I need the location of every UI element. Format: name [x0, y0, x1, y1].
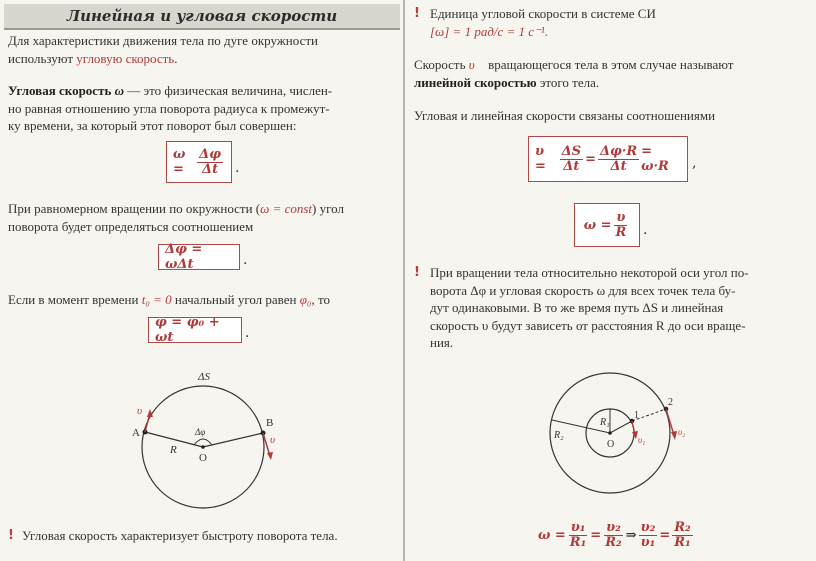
formula1-dot: .: [235, 160, 240, 176]
intro-term: угловую скорость: [76, 50, 175, 66]
angle-arc: [194, 439, 212, 445]
definition-symbol: ω: [114, 83, 124, 98]
axis-line-2: ворота Δφ и угловая скорость ω для всех точек тела бу-: [430, 282, 736, 298]
intro-line-1: Для характеристики движения тела по дуге окружности: [8, 33, 318, 48]
formula4-frac1: [560, 145, 583, 174]
uniform-paragraph: [8, 200, 402, 235]
arc-label: ΔS: [198, 371, 210, 383]
axis-exclamation: !: [414, 265, 420, 280]
formula6-eq2: =: [659, 527, 671, 543]
formula-ratio-chain: [538, 514, 695, 556]
formula1-num: Δφ: [199, 146, 221, 162]
moment-paragraph: [8, 291, 402, 309]
formula6-a-den: R₁: [569, 534, 587, 550]
formula5-lhs: ω =: [583, 217, 612, 233]
velocity-2-arrowhead: [671, 431, 677, 440]
linear-v-symbol: υ⃗: [468, 57, 485, 72]
formula6-c-num: υ₂: [640, 519, 656, 535]
formula4-f1-den: Δt: [563, 158, 580, 174]
right-column: [406, 0, 816, 561]
formula6-lhs: ω =: [538, 527, 566, 543]
formula5-den: R: [615, 224, 627, 240]
definition-line-3: ку времени, за который этот поворот был совершен:: [8, 118, 297, 133]
velocity-b-label: υ⃗: [270, 434, 284, 446]
formula6-frac-c: [639, 521, 658, 550]
intro-line-2-prefix: используют: [8, 50, 77, 66]
formula4-f1-num: ΔS: [561, 143, 582, 159]
point-a-label: A: [132, 427, 140, 439]
point-1-label: 1: [634, 410, 639, 421]
formula6-frac-d: [672, 521, 693, 550]
formula2-dot: .: [243, 252, 248, 268]
moment-phi0: φ₀: [299, 292, 312, 307]
radius-label: R: [170, 444, 177, 456]
section-title-bar: [4, 4, 400, 30]
column-divider: [403, 0, 405, 561]
formula1-den: Δt: [202, 161, 219, 177]
formula6-frac-b: [603, 521, 624, 550]
formula1-fraction: [197, 148, 223, 177]
formula4-f2-den: Δt: [610, 158, 627, 174]
axis-line-4: скорость υ будут зависеть от расстояния R до оси враще-: [430, 317, 746, 333]
formula5-fraction: [613, 211, 628, 240]
formula5-dot: .: [643, 222, 648, 238]
definition-term: Угловая скорость: [8, 83, 115, 98]
r2-label: R₂: [554, 430, 564, 441]
moment-c: начальный угол равен: [171, 292, 300, 307]
si-unit-paragraph: [430, 5, 810, 40]
formula-omega-definition: [166, 141, 232, 183]
formula-phi-time: φ = φ₀ + ωt: [148, 317, 242, 343]
formula6-arrow: ⇒: [625, 527, 637, 543]
formula6-d-num: R₂: [674, 519, 691, 535]
formula1-lhs: ω =: [173, 147, 186, 177]
si-exclamation: !: [414, 6, 420, 21]
definition-paragraph: [8, 82, 402, 135]
moment-e: , то: [311, 292, 330, 307]
point-2-label: 2: [668, 397, 673, 408]
axis-line-5: ния.: [430, 335, 454, 350]
formula5-num: υ: [616, 209, 626, 225]
formula4-f2-num: Δφ·R: [599, 143, 638, 159]
uniform-line-1a: При равномерном вращении по окружности (: [8, 201, 261, 216]
v2-label: υ₂: [678, 427, 686, 437]
uniform-line-1c: ) угол: [312, 201, 344, 216]
intro-paragraph: [8, 32, 400, 67]
linear-line-2-rest: этого тела.: [536, 74, 600, 90]
formula4-lhs: υ =: [535, 144, 546, 174]
axis-line-1: При вращении тела относительно некоторой оси угол по-: [430, 265, 749, 280]
center-dot: [608, 431, 612, 435]
point-b-label: B: [266, 417, 274, 429]
formula-omega-v-r: [574, 203, 640, 247]
formula6-c-den: υ₁: [640, 534, 656, 550]
moment-a: Если в момент времени: [8, 292, 142, 307]
definition-line-2: но равная отношению угла поворота радиуса к промежут-: [8, 100, 330, 116]
v1-label: υ₁: [638, 435, 646, 445]
formula6-b-den: R₂: [605, 534, 622, 550]
r1-label: R₁: [600, 417, 610, 428]
formula-delta-phi: Δφ = ωΔt: [158, 244, 240, 270]
si-line-1: Единица угловой скорости в системе СИ: [430, 6, 656, 21]
formula6-b-num: υ₂: [606, 519, 621, 535]
linear-speed-paragraph: [414, 56, 814, 91]
velocity-a-label: υ⃗: [137, 405, 151, 417]
si-line-2: [ω] = 1 рад/с = 1 с⁻¹.: [430, 23, 549, 39]
definition-rest: — это физическая величина, числен-: [124, 83, 333, 98]
radius-to-1: [610, 421, 632, 433]
formula4-frac2: [598, 145, 639, 174]
angle-label: Δφ: [195, 427, 206, 437]
formula-linear-relation: [528, 136, 688, 182]
center-dot: [201, 445, 205, 449]
concentric-diagram: [536, 365, 706, 505]
center-label: O: [199, 452, 207, 464]
linear-line-1a: Скорость: [414, 57, 469, 72]
formula6-d-den: R₁: [674, 534, 691, 550]
velocity-b-arrowhead: [267, 452, 273, 460]
left-column: [0, 0, 404, 561]
formula6-a-num: υ₁: [570, 519, 586, 535]
formula6-frac-a: [568, 521, 589, 550]
relation-line: Угловая и линейная скорости связаны соотношениями: [414, 108, 716, 123]
moment-t0: t₀ = 0: [141, 292, 172, 307]
section-title: Линейная и угловая скорости: [66, 7, 338, 25]
formula4-eq: =: [585, 151, 596, 167]
uniform-const: ω = const: [260, 201, 313, 216]
uniform-line-2: поворота будет определяться соотношением: [8, 218, 254, 234]
rotation-diagram: [100, 365, 310, 520]
note-exclamation: !: [8, 528, 14, 543]
formula4-rhs: = ω·R: [641, 144, 669, 174]
linear-term: линейной скоростью: [414, 74, 537, 90]
formula3-dot: .: [245, 325, 250, 341]
formula6-eq: =: [590, 527, 602, 543]
axis-line-3: дут одинаковыми. В то же время путь ΔS и линейная: [430, 300, 724, 315]
note-text: Угловая скорость характеризует быстроту поворота тела.: [22, 528, 338, 543]
intro-line-2-suffix: .: [174, 50, 178, 66]
axis-paragraph: [430, 264, 814, 352]
center-label: O: [607, 439, 615, 450]
formula4-comma: ,: [692, 155, 697, 171]
linear-line-1c: вращающегося тела в этом случае называют: [484, 57, 734, 72]
